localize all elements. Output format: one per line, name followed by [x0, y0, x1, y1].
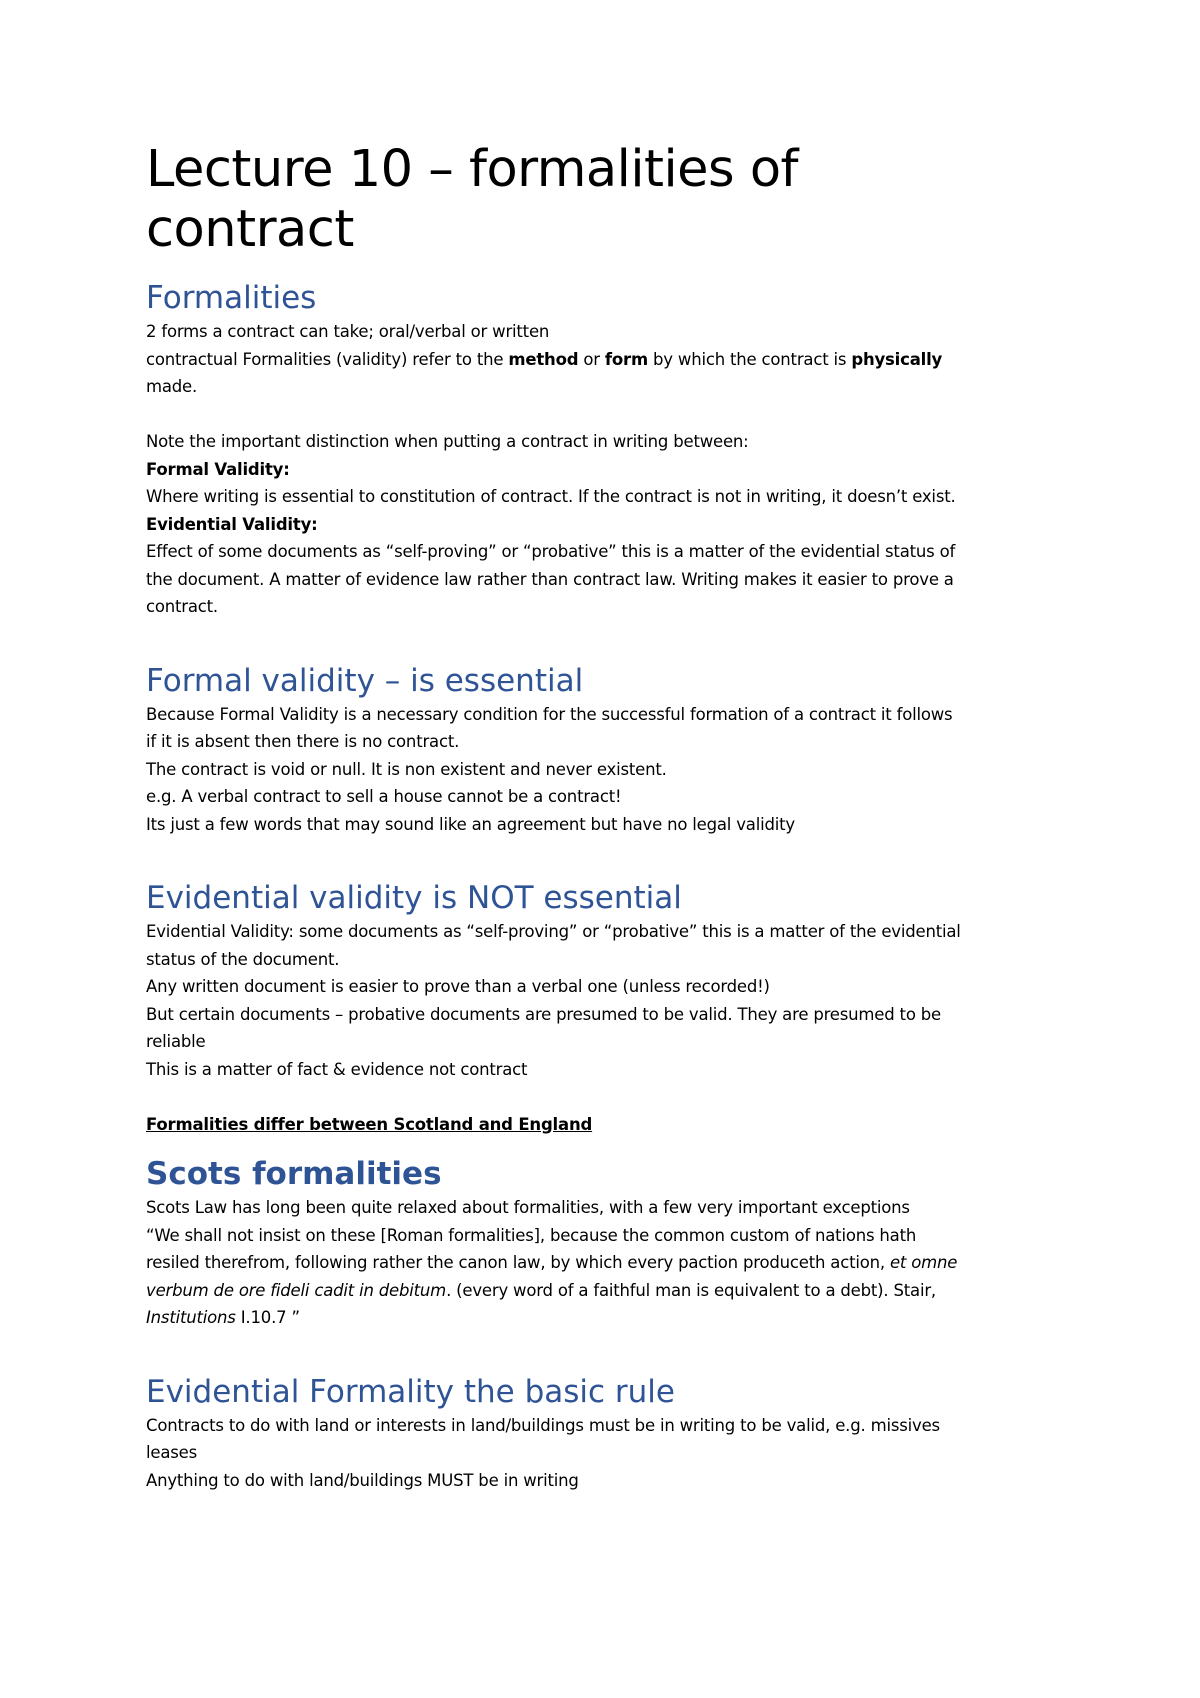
evidential-line-1: Evidential Validity: some documents as “self-proving” or “probative” this is a matter of the evidential [146, 922, 961, 941]
formalities-line-1: 2 forms a contract can take; oral/verbal or written [146, 322, 550, 341]
formal-validity-line-3: The contract is void or null. It is non existent and never existent. [146, 759, 667, 779]
formalities-note: Note the important distinction when putting a contract in writing between: [146, 432, 749, 451]
heading-evidential-validity: Evidential validity is NOT essential [146, 880, 682, 916]
heading-formal-validity: Formal validity – is essential [146, 662, 584, 699]
formal-validity-text: Where writing is essential to constitution of contract. If the contract is not in writing, it doesn’t exist. [146, 487, 956, 506]
scots-line-1: Scots Law has long been quite relaxed about formalities, with a few very important exceptions [146, 1198, 910, 1217]
scots-line-5: Institutions I.10.7 ” [146, 1308, 300, 1327]
basic-rule-line-2: leases [146, 1443, 197, 1462]
formal-validity-line-5: Its just a few words that may sound like an agreement but have no legal validity [146, 814, 795, 834]
basic-rule-line-3: Anything to do with land/buildings MUST be in writing [146, 1470, 579, 1490]
heading-formalities: Formalities [146, 280, 317, 316]
evidential-line-4: But certain documents – probative documents are presumed to be valid. They are presumed to be [146, 1004, 941, 1024]
evidential-validity-text-1: Effect of some documents as “self-proving” or “probative” this is a matter of the evidential status of [146, 542, 956, 561]
evidential-line-2: status of the document. [146, 949, 340, 969]
formal-validity-line-2: if it is absent then there is no contract. [146, 732, 460, 751]
formalities-line-2: contractual Formalities (validity) refer to the method or form by which the contract is physically [146, 349, 943, 369]
scots-line-3: resiled therefrom, following rather the canon law, by which every paction produceth action, et omne [146, 1253, 958, 1272]
document-page [146, 140, 1086, 1494]
formal-validity-line-4: e.g. A verbal contract to sell a house cannot be a contract! [146, 787, 622, 806]
heading-basic-rule: Evidential Formality the basic rule [146, 1373, 675, 1410]
evidential-line-3: Any written document is easier to prove than a verbal one (unless recorded!) [146, 977, 770, 996]
page-title: Lecture 10 – formalities of contract [146, 140, 798, 259]
basic-rule-line-1: Contracts to do with land or interests in land/buildings must be in writing to be valid, e.g. missives [146, 1415, 940, 1435]
formal-validity-line-1: Because Formal Validity is a necessary condition for the successful formation of a contract it follows [146, 704, 953, 724]
scots-line-4: verbum de ore fideli cadit in debitum. (every word of a faithful man is equivalent to a debt). Stair, [146, 1280, 936, 1300]
scotland-england-note: Formalities differ between Scotland and England [146, 1114, 593, 1134]
evidential-line-6: This is a matter of fact & evidence not contract [146, 1059, 528, 1079]
evidential-validity-text-2: the document. A matter of evidence law rather than contract law. Writing makes it easier to prove a [146, 569, 954, 589]
formal-validity-label: Formal Validity: [146, 459, 290, 479]
heading-scots-formalities: Scots formalities [146, 1156, 442, 1192]
scots-line-2: “We shall not insist on these [Roman formalities], because the common custom of nations hath [146, 1225, 917, 1245]
formalities-line-3: made. [146, 377, 198, 396]
evidential-line-5: reliable [146, 1032, 206, 1051]
evidential-validity-label: Evidential Validity: [146, 514, 318, 534]
evidential-validity-text-3: contract. [146, 597, 218, 616]
